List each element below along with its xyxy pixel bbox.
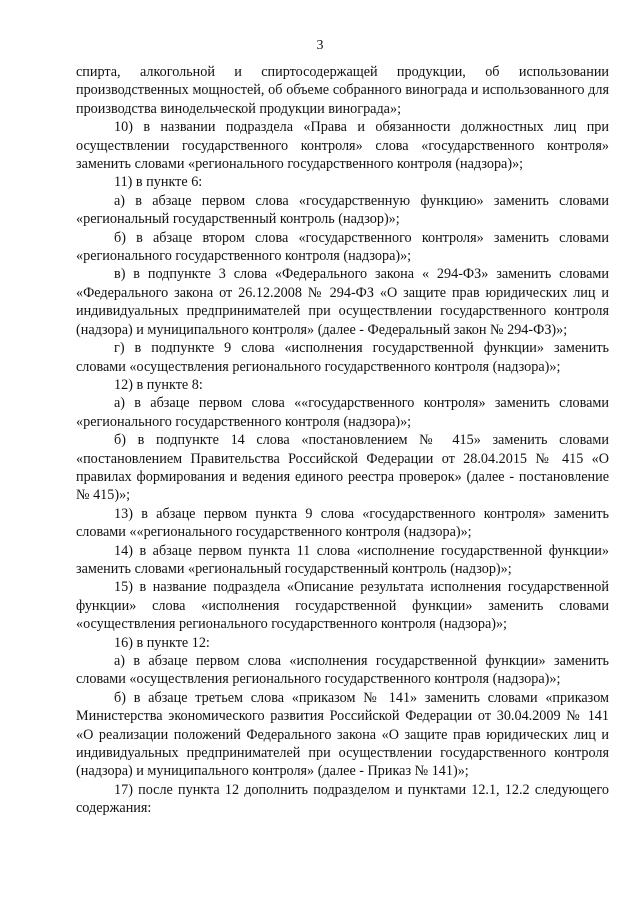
paragraph-item-16a: а) в абзаце первом слова «исполнения государственной функции» заменить словами «осуществления регионального государственного контроля (надзора)»; xyxy=(76,653,609,688)
paragraph-item-13: 13) в абзаце первом пункта 9 слова «государственного контроля» заменить словами ««регионального государственного контроля (надзора)»; xyxy=(76,505,609,541)
paragraph-item-15: 15) в название подраздела «Описание результата исполнения государственной функции» слова «исполнения государственной функции» заменить словами «осуществления регионального государственного контроля (надзора)»; xyxy=(76,579,609,633)
paragraph-item-16b: б) в абзаце третьем слова «приказом № 141» заменить словами «приказом Министерства экономического развития Российской Федерации от 30.04.2009 № 141 «О реализации положений Федерального закона «О защите прав юридических лиц и индивидуальных предпринимателей при осуществлении государственного контроля (надзора) и муниципального контроля» (далее - Приказ № 141)»; xyxy=(76,689,609,780)
paragraph-continuation: спирта, алкогольной и спиртосодержащей продукции, об использовании производственных мощностей, об объеме собранного винограда и использованного для производства винодельческой продукции винограда»; xyxy=(76,64,609,117)
paragraph-item-11g: г) в подпункте 9 слова «исполнения государственной функции» заменить словами «осуществления регионального государственного контроля (надзора)»; xyxy=(76,340,609,375)
paragraph-item-12b: б) в подпункте 14 слова «постановлением № 415» заменить словами «постановлением Правительства Российской Федерации от 28.04.2015 № 415 «О правилах формирования и ведения единого реестра проверок» (далее - постановление № 415)»; xyxy=(76,432,609,504)
paragraph-item-11b: б) в абзаце втором слова «государственного контроля» заменить словами «регионального государственного контроля (надзора)»; xyxy=(76,229,609,265)
paragraph-item-17: 17) после пункта 12 дополнить подразделом и пунктами 12.1, 12.2 следующего содержания: xyxy=(76,781,609,817)
paragraph-item-11v: в) в подпункте 3 слова «Федерального закона « 294-ФЗ» заменить словами «Федерального закона от 26.12.2008 № 294-ФЗ «О защите прав юридических лиц и индивидуальных предпринимателей при осуществлении государственного контроля (надзора) и муниципального контроля» (далее - Федеральный закон № 294-ФЗ)»; xyxy=(76,266,609,338)
paragraph-item-11a: а) в абзаце первом слова «государственную функцию» заменить словами «региональный государственный контроль (надзор)»; xyxy=(76,192,609,228)
paragraph-item-12a: а) в абзаце первом слова ««государственного контроля» заменить словами «регионального государственного контроля (надзора)»; xyxy=(76,395,609,430)
paragraph-item-14: 14) в абзаце первом пункта 11 слова «исполнение государственной функции» заменить словами «региональный государственный контроль (надзор)»; xyxy=(76,542,609,577)
paragraph-item-12: 12) в пункте 8: xyxy=(114,376,203,393)
document-body xyxy=(76,63,609,818)
page-number: 3 xyxy=(316,38,324,53)
paragraph-item-16: 16) в пункте 12: xyxy=(114,634,210,651)
paragraph-item-10: 10) в названии подраздела «Права и обязанности должностных лиц при осуществлении государственного контроля» слова «государственного контроля» заменить словами «регионального государственного контроля (надзора)»; xyxy=(76,119,609,173)
paragraph-item-11: 11) в пункте 6: xyxy=(114,174,203,191)
